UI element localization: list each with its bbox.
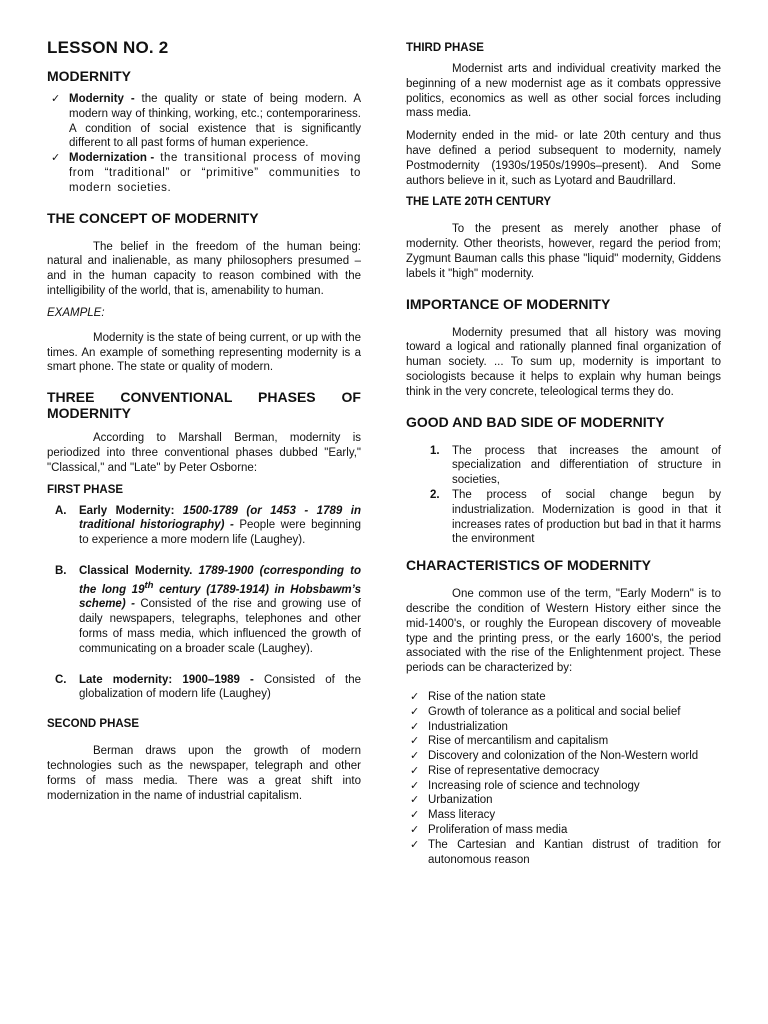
checkmark-icon: ✓ xyxy=(410,809,420,822)
phase-item xyxy=(47,673,361,703)
definition-term: Modernization - xyxy=(69,152,155,165)
characteristic-text: Mass literacy xyxy=(428,809,496,822)
phase-marker: A. xyxy=(55,504,67,517)
characteristic-text: Rise of the nation state xyxy=(428,690,546,703)
checkmark-icon: ✓ xyxy=(410,720,420,733)
characteristic-text: Rise of representative democracy xyxy=(428,764,600,777)
concept-paragraph: The belief in the freedom of the human being: natural and inalienable, as many philosophers presumed – and in the human capacity to reason combined with the intelligibility of the world, that is, amenability to human. xyxy=(47,240,361,297)
characteristics-paragraph: One common use of the term, "Early Modern" is to describe the condition of Western History either since the mid-1400's, or roughly the European discovery of moveable type and the printing press, or the early 1600's, the period associated with the rise of the Enlightenment project. These periods can be characterized by: xyxy=(406,588,721,675)
third-phase-paragraph-2: Modernity ended in the mid- or late 20th century and thus have defined a period subsequent to modernity, namely Postmodernity (1930s/1950s/1990s–present). And Some authors believe in it, such as Lyotard and Baudrillard. xyxy=(406,130,721,187)
late-20th-heading: THE LATE 20TH CENTURY xyxy=(406,196,552,209)
phase-text: Consisted of the rise and growing use of daily newspapers, telegraphs, telephones and other forms of mass media, which influenced the growth of communicating on a broader scale (Laughey). xyxy=(79,598,361,655)
checkmark-icon: ✓ xyxy=(410,794,420,807)
first-phase-heading: FIRST PHASE xyxy=(47,483,124,496)
phase-dates-text: 1789-1900 (corresponding to the long 19 xyxy=(79,564,362,596)
good-bad-marker: 1. xyxy=(430,444,440,457)
importance-heading: IMPORTANCE OF MODERNITY xyxy=(406,295,611,312)
good-bad-text: The process of social change begun by industrialization. Modernization is good in that it increases rates of production but bad in that it harms the environment xyxy=(452,488,721,546)
characteristic-item xyxy=(406,779,721,794)
right-column xyxy=(406,42,721,875)
checkmark-icon: ✓ xyxy=(410,750,420,763)
definition-term: Modernity - xyxy=(69,93,135,105)
example-label: EXAMPLE: xyxy=(47,306,105,319)
phases-intro: According to Marshall Berman, modernity is periodized into three conventional phases dubbed "Early," "Classical," and "Late" by Peter Osborne: xyxy=(47,432,361,474)
definitions-list xyxy=(47,92,361,196)
characteristic-text: Proliferation of mass media xyxy=(428,824,568,837)
characteristic-item xyxy=(406,734,721,749)
third-phase-heading: THIRD PHASE xyxy=(406,42,484,54)
good-bad-heading: GOOD AND BAD SIDE OF MODERNITY xyxy=(406,413,665,430)
characteristic-item xyxy=(406,823,721,838)
definition-item xyxy=(47,92,361,151)
characteristic-item xyxy=(406,720,721,735)
good-bad-marker: 2. xyxy=(430,488,440,501)
characteristic-item xyxy=(406,808,721,823)
phase-title: Classical Modernity. xyxy=(79,564,193,577)
example-paragraph: Modernity is the state of being current, or up with the times. An example of something representing modernity is a smart phone. The state or quality of modern. xyxy=(47,331,361,374)
phase-text: Consisted of the globalization of modern life (Laughey) xyxy=(79,673,361,701)
characteristic-text: Urbanization xyxy=(428,794,493,807)
modernity-heading: MODERNITY xyxy=(47,68,131,84)
left-column xyxy=(47,38,361,811)
checkmark-icon: ✓ xyxy=(410,838,420,851)
phase-marker: B. xyxy=(55,564,67,577)
characteristic-item xyxy=(406,764,721,779)
phases-heading-text: THREE CONVENTIONAL PHASES OF MODERNITY xyxy=(47,389,361,422)
third-phase-paragraph: Modernist arts and individual creativity marked the beginning of a new modernist age as it combats oppressive politics, economics as well as other social forces including mass media. xyxy=(406,63,721,120)
phase-title: Late modernity: 1900–1989 - xyxy=(79,673,254,686)
checkmark-icon: ✓ xyxy=(410,735,420,748)
phase-item xyxy=(47,564,361,657)
characteristics-heading: CHARACTERISTICS OF MODERNITY xyxy=(406,557,651,574)
phase-list xyxy=(47,504,361,703)
good-bad-item xyxy=(406,444,721,488)
characteristic-text: Industrialization xyxy=(428,720,508,733)
good-bad-text: The process that increases the amount of specialization and differentiation of structure in societies, xyxy=(452,444,721,487)
characteristic-text: Rise of mercantilism and capitalism xyxy=(428,735,609,748)
second-phase-heading: SECOND PHASE xyxy=(47,718,140,731)
phase-dates: 1500-1789 (or 1453 - 1789 in traditional historiography) - xyxy=(79,504,361,532)
characteristic-item xyxy=(406,793,721,808)
definition-text: the transitional process of moving from “traditional” or “primitive” communities to modern societies. xyxy=(69,152,361,194)
characteristic-item xyxy=(406,749,721,764)
lesson-title: LESSON NO. 2 xyxy=(47,38,169,57)
importance-paragraph: Modernity presumed that all history was moving toward a logical and rationally planned final organization of human society. ... To sum up, modernity is important to sociologists because it helps to explain why human beings think in the very concrete, teleological terms they do. xyxy=(406,326,721,398)
checkmark-icon: ✓ xyxy=(410,705,420,718)
characteristic-text: The Cartesian and Kantian distrust of tradition for autonomous reason xyxy=(428,838,721,866)
characteristic-item xyxy=(406,705,721,720)
phase-dates-sup: th xyxy=(144,579,154,591)
definition-item xyxy=(47,151,361,195)
phase-title: Early Modernity: xyxy=(79,504,183,517)
characteristic-item xyxy=(406,838,721,868)
characteristic-item xyxy=(406,690,721,705)
phases-heading xyxy=(47,389,361,421)
good-bad-item xyxy=(406,488,721,547)
checkmark-icon: ✓ xyxy=(410,690,420,703)
characteristic-text: Discovery and colonization of the Non-Western world xyxy=(428,750,699,763)
good-bad-list xyxy=(406,444,721,548)
late-20th-paragraph: To the present as merely another phase of modernity. Other theorists, however, regard the period from; Zygmunt Bauman calls this phase "liquid" modernity, Giddens labels it "high" modernity. xyxy=(406,223,721,280)
checkmark-icon: ✓ xyxy=(410,764,420,777)
phase-dates-text-b: century (1789-1914) in Hobsbawm’s scheme) - xyxy=(79,583,362,611)
characteristic-text: Increasing role of science and technology xyxy=(428,779,640,792)
phase-marker: C. xyxy=(55,673,67,686)
second-phase-paragraph: Berman draws upon the growth of modern technologies such as the newspaper, telegraph and other forms of mass media. There was a great shift into modernization in the name of industrial capitalism. xyxy=(47,745,361,802)
phase-text: People were beginning to experience a more modern life (Laughey). xyxy=(79,519,362,547)
checkmark-icon: ✓ xyxy=(410,824,420,837)
phase-item xyxy=(47,504,361,548)
checkmark-icon: ✓ xyxy=(410,779,420,792)
checkmark-icon: ✓ xyxy=(51,93,61,105)
characteristic-text: Growth of tolerance as a political and social belief xyxy=(428,705,681,718)
checkmark-icon: ✓ xyxy=(51,152,61,165)
concept-heading: THE CONCEPT OF MODERNITY xyxy=(47,209,259,226)
definition-text: the quality or state of being modern. A modern way of thinking, working, etc.; contemporariness. A condition of social existence that is significantly different to all past forms of human experience. xyxy=(69,93,361,150)
characteristics-list xyxy=(406,690,721,868)
